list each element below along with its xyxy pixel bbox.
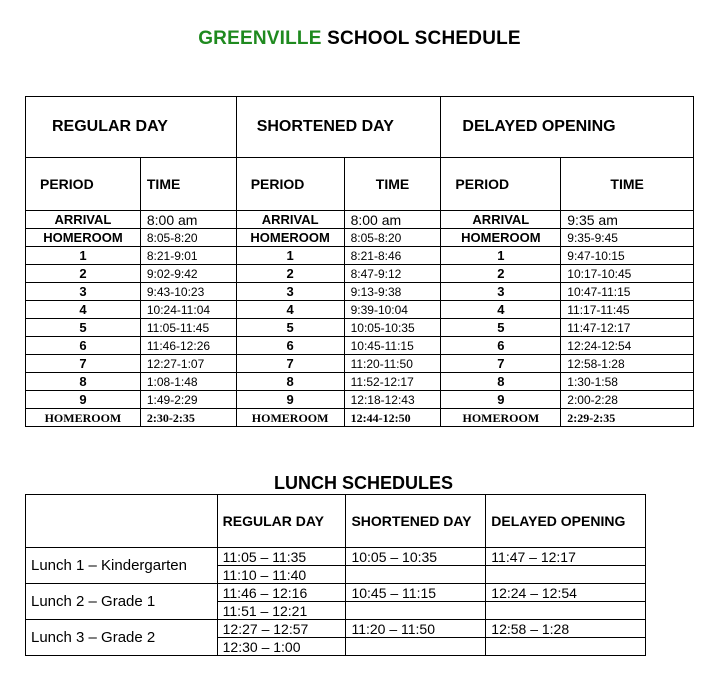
shortened-time-cell: 8:21-8:46 (344, 247, 441, 265)
period-cell: 8 (441, 373, 561, 391)
delayed-time-cell: 10:17-10:45 (561, 265, 694, 283)
lunch-delayed-cell: 11:47 – 12:17 (486, 548, 646, 566)
lunch-regular-cell: 11:10 – 11:40 (217, 566, 346, 584)
shortened-time-cell: 11:52-12:17 (344, 373, 441, 391)
time-header: TIME (344, 158, 441, 211)
lunch-shortened-cell (346, 566, 486, 584)
table-row (26, 620, 646, 638)
delayed-opening-header: DELAYED OPENING (441, 97, 694, 158)
delayed-time-cell: 2:29-2:35 (561, 409, 694, 427)
shortened-day-header: SHORTENED DAY (236, 97, 441, 158)
lunch-group-name: Lunch 1 – Kindergarten (26, 548, 218, 584)
period-cell: 5 (236, 319, 344, 337)
table-row (26, 584, 646, 602)
table-row (26, 391, 694, 409)
shortened-time-cell: 9:39-10:04 (344, 301, 441, 319)
delayed-time-cell: 9:35 am (561, 211, 694, 229)
schedule-column-header-row (26, 158, 694, 211)
period-cell: 3 (26, 283, 141, 301)
period-cell: ARRIVAL (236, 211, 344, 229)
period-cell: HOMEROOM (236, 229, 344, 247)
lunch-delayed-header: DELAYED OPENING (486, 495, 646, 548)
period-cell: 1 (441, 247, 561, 265)
table-row (26, 409, 694, 427)
period-cell: 7 (236, 355, 344, 373)
shortened-time-cell: 11:20-11:50 (344, 355, 441, 373)
shortened-time-cell: 10:45-11:15 (344, 337, 441, 355)
time-header: TIME (561, 158, 694, 211)
lunch-delayed-cell (486, 566, 646, 584)
lunch-shortened-header: SHORTENED DAY (346, 495, 486, 548)
table-row (26, 283, 694, 301)
delayed-time-cell: 12:58-1:28 (561, 355, 694, 373)
delayed-time-cell: 9:47-10:15 (561, 247, 694, 265)
lunch-shortened-cell: 10:05 – 10:35 (346, 548, 486, 566)
period-cell: 4 (26, 301, 141, 319)
period-cell: HOMEROOM (26, 229, 141, 247)
lunch-shortened-cell: 11:20 – 11:50 (346, 620, 486, 638)
period-cell: 5 (26, 319, 141, 337)
table-row (26, 247, 694, 265)
lunch-delayed-cell (486, 602, 646, 620)
table-row (26, 373, 694, 391)
delayed-time-cell: 2:00-2:28 (561, 391, 694, 409)
regular-time-cell: 11:05-11:45 (140, 319, 236, 337)
delayed-time-cell: 12:24-12:54 (561, 337, 694, 355)
schedule-day-header-row (26, 97, 694, 158)
table-row (26, 337, 694, 355)
regular-time-cell: 1:49-2:29 (140, 391, 236, 409)
period-cell: 2 (441, 265, 561, 283)
period-cell: 3 (236, 283, 344, 301)
title-school-name: GREENVILLE (198, 28, 322, 49)
period-cell: 1 (236, 247, 344, 265)
regular-time-cell: 11:46-12:26 (140, 337, 236, 355)
table-row (26, 229, 694, 247)
shortened-time-cell: 10:05-10:35 (344, 319, 441, 337)
period-cell: 6 (26, 337, 141, 355)
period-cell: HOMEROOM (441, 409, 561, 427)
delayed-time-cell: 10:47-11:15 (561, 283, 694, 301)
regular-time-cell: 12:27-1:07 (140, 355, 236, 373)
period-cell: 9 (26, 391, 141, 409)
table-row (26, 548, 646, 566)
lunch-delayed-cell: 12:58 – 1:28 (486, 620, 646, 638)
time-header: TIME (140, 158, 236, 211)
regular-time-cell: 9:43-10:23 (140, 283, 236, 301)
lunch-schedule-table (25, 494, 646, 656)
lunch-regular-cell: 11:05 – 11:35 (217, 548, 346, 566)
period-cell: HOMEROOM (441, 229, 561, 247)
period-cell: 9 (236, 391, 344, 409)
regular-time-cell: 1:08-1:48 (140, 373, 236, 391)
delayed-time-cell: 9:35-9:45 (561, 229, 694, 247)
lunch-shortened-cell (346, 638, 486, 656)
lunch-header-empty (26, 495, 218, 548)
lunch-shortened-cell (346, 602, 486, 620)
period-cell: 3 (441, 283, 561, 301)
period-cell: ARRIVAL (26, 211, 141, 229)
period-header: PERIOD (236, 158, 344, 211)
shortened-time-cell: 12:44-12:50 (344, 409, 441, 427)
table-row (26, 355, 694, 373)
table-row (26, 211, 694, 229)
period-cell: 1 (26, 247, 141, 265)
lunch-shortened-cell: 10:45 – 11:15 (346, 584, 486, 602)
period-cell: 7 (441, 355, 561, 373)
period-cell: 7 (26, 355, 141, 373)
lunch-regular-cell: 11:46 – 12:16 (217, 584, 346, 602)
regular-day-header: REGULAR DAY (26, 97, 237, 158)
lunch-header-row (26, 495, 646, 548)
lunch-delayed-cell: 12:24 – 12:54 (486, 584, 646, 602)
bell-schedule-table (25, 96, 694, 427)
lunch-group-name: Lunch 2 – Grade 1 (26, 584, 218, 620)
delayed-time-cell: 11:17-11:45 (561, 301, 694, 319)
regular-time-cell: 9:02-9:42 (140, 265, 236, 283)
table-row (26, 301, 694, 319)
period-cell: 4 (441, 301, 561, 319)
shortened-time-cell: 9:13-9:38 (344, 283, 441, 301)
period-cell: ARRIVAL (441, 211, 561, 229)
table-row (26, 265, 694, 283)
lunch-delayed-cell (486, 638, 646, 656)
period-cell: 8 (26, 373, 141, 391)
title-suffix: SCHOOL SCHEDULE (321, 28, 521, 49)
period-cell: 2 (236, 265, 344, 283)
shortened-time-cell: 12:18-12:43 (344, 391, 441, 409)
regular-time-cell: 10:24-11:04 (140, 301, 236, 319)
lunch-regular-header: REGULAR DAY (217, 495, 346, 548)
lunch-regular-cell: 11:51 – 12:21 (217, 602, 346, 620)
regular-time-cell: 8:05-8:20 (140, 229, 236, 247)
period-cell: 6 (236, 337, 344, 355)
delayed-time-cell: 1:30-1:58 (561, 373, 694, 391)
period-header: PERIOD (441, 158, 561, 211)
lunch-regular-cell: 12:30 – 1:00 (217, 638, 346, 656)
period-cell: 6 (441, 337, 561, 355)
regular-time-cell: 2:30-2:35 (140, 409, 236, 427)
shortened-time-cell: 8:05-8:20 (344, 229, 441, 247)
shortened-time-cell: 8:47-9:12 (344, 265, 441, 283)
lunch-group-name: Lunch 3 – Grade 2 (26, 620, 218, 656)
regular-time-cell: 8:00 am (140, 211, 236, 229)
delayed-time-cell: 11:47-12:17 (561, 319, 694, 337)
period-cell: 5 (441, 319, 561, 337)
period-cell: HOMEROOM (236, 409, 344, 427)
period-cell: HOMEROOM (26, 409, 141, 427)
period-cell: 8 (236, 373, 344, 391)
table-row (26, 319, 694, 337)
period-cell: 4 (236, 301, 344, 319)
period-header: PERIOD (26, 158, 141, 211)
period-cell: 9 (441, 391, 561, 409)
regular-time-cell: 8:21-9:01 (140, 247, 236, 265)
lunch-schedules-title: LUNCH SCHEDULES (273, 473, 453, 493)
page-title (0, 28, 719, 50)
shortened-time-cell: 8:00 am (344, 211, 441, 229)
period-cell: 2 (26, 265, 141, 283)
lunch-regular-cell: 12:27 – 12:57 (217, 620, 346, 638)
